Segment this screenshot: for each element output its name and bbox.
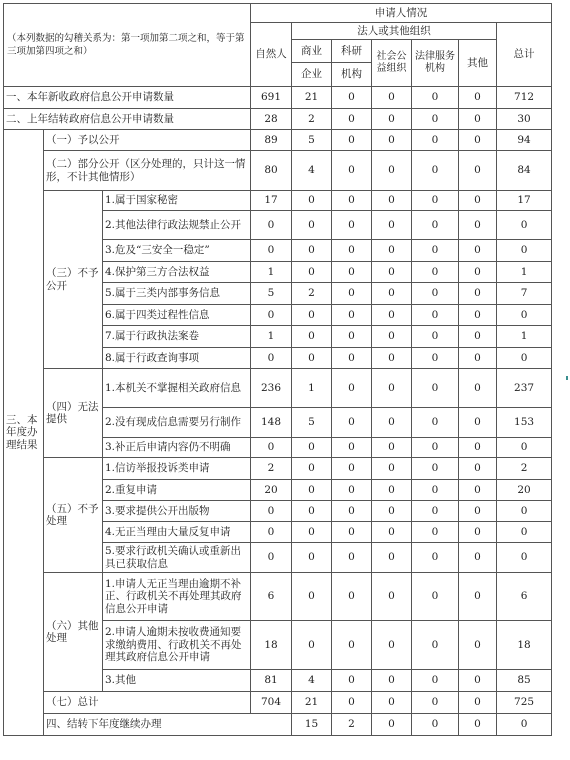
row-label: 5.要求行政机关确认或重新出具已获取信息 [103, 543, 251, 573]
cell: 0 [459, 621, 497, 670]
cell: 0 [372, 543, 412, 573]
row-label: 4.无正当理由大量反复申请 [103, 522, 251, 543]
cell: 0 [332, 109, 372, 130]
table-row [4, 369, 552, 408]
cell: 21 [292, 692, 332, 714]
cell: 80 [251, 151, 292, 191]
cell: 89 [251, 130, 292, 151]
cell: 0 [332, 151, 372, 191]
cell: 0 [251, 348, 292, 369]
cell: 0 [292, 621, 332, 670]
cell: 0 [412, 522, 459, 543]
cell: 0 [459, 438, 497, 458]
cell: 0 [412, 240, 459, 262]
cell: 0 [459, 369, 497, 408]
col-natural: 自然人 [251, 23, 292, 87]
cell: 0 [412, 211, 459, 240]
cell: 0 [459, 573, 497, 621]
col-total: 总计 [497, 23, 552, 87]
cell: 20 [251, 480, 292, 501]
group6-label: （六）其他处理 [44, 573, 103, 692]
table-row [4, 151, 552, 191]
cell: 18 [251, 621, 292, 670]
cell: 0 [332, 348, 372, 369]
cell: 691 [251, 87, 292, 109]
table-row [4, 714, 552, 736]
section3-label: 三、本年度办理结果 [4, 130, 44, 736]
cell: 0 [332, 326, 372, 348]
cell: 0 [292, 573, 332, 621]
table-row [4, 130, 552, 151]
table-note: （本列数据的勾稽关系为：第一项加第二项之和，等于第三项加第四项之和） [4, 4, 251, 87]
cell: 15 [292, 714, 332, 736]
cell: 0 [251, 438, 292, 458]
cell: 1 [292, 369, 332, 408]
cell: 0 [459, 211, 497, 240]
cell: 17 [497, 191, 552, 211]
col-social: 社会公益组织 [372, 40, 412, 87]
cell: 0 [332, 408, 372, 438]
cell: 0 [292, 240, 332, 262]
cell: 21 [292, 87, 332, 109]
cell: 18 [497, 621, 552, 670]
cell: 0 [412, 714, 459, 736]
cell: 0 [251, 501, 292, 522]
cell: 0 [332, 501, 372, 522]
cell: 0 [292, 191, 332, 211]
row-label: 2.申请人逾期未按收费通知要求缴纳费用、行政机关不再处理其政府信息公开申请 [103, 621, 251, 670]
cell: 0 [412, 348, 459, 369]
cell: 0 [332, 543, 372, 573]
col-business-bottom: 企业 [292, 63, 332, 87]
cell: 153 [497, 408, 552, 438]
cell: 0 [292, 326, 332, 348]
row-label: 1.属于国家秘密 [103, 191, 251, 211]
cell: 0 [497, 348, 552, 369]
cell: 0 [497, 305, 552, 326]
cell: 0 [412, 326, 459, 348]
row-label: 二、上年结转政府信息公开申请数量 [4, 109, 251, 130]
cell: 0 [372, 151, 412, 191]
cell: 1 [251, 262, 292, 283]
cell: 0 [459, 326, 497, 348]
cell: 1 [497, 326, 552, 348]
cell: 0 [372, 191, 412, 211]
table-row [4, 191, 552, 211]
cell: 0 [372, 573, 412, 621]
col-research-bottom: 机构 [332, 63, 372, 87]
cell: 0 [292, 501, 332, 522]
cell: 0 [412, 305, 459, 326]
cell: 0 [332, 211, 372, 240]
cell: 0 [459, 501, 497, 522]
row-label: 4.保护第三方合法权益 [103, 262, 251, 283]
cell: 0 [372, 522, 412, 543]
cell: 0 [372, 408, 412, 438]
cell: 0 [372, 714, 412, 736]
row-label: （七）总计 [44, 692, 251, 714]
scan-mark [566, 376, 568, 380]
row-label: 2.重复申请 [103, 480, 251, 501]
cell: 0 [292, 211, 332, 240]
cell: 0 [372, 240, 412, 262]
cell: 0 [372, 262, 412, 283]
cell: 0 [459, 109, 497, 130]
cell: 0 [372, 283, 412, 305]
cell: 0 [412, 262, 459, 283]
cell: 0 [459, 480, 497, 501]
cell: 5 [292, 408, 332, 438]
applicant-header: 申请人情况 [251, 4, 552, 23]
cell: 0 [332, 438, 372, 458]
cell: 0 [497, 240, 552, 262]
col-other: 其他 [459, 40, 497, 87]
cell: 0 [497, 501, 552, 522]
cell: 6 [251, 573, 292, 621]
table-row [4, 458, 552, 480]
cell: 4 [292, 670, 332, 692]
cell: 0 [332, 670, 372, 692]
cell: 0 [459, 458, 497, 480]
cell: 0 [459, 543, 497, 573]
cell: 5 [251, 283, 292, 305]
cell: 0 [459, 348, 497, 369]
cell: 0 [332, 522, 372, 543]
cell: 0 [412, 151, 459, 191]
cell: 20 [497, 480, 552, 501]
cell: 0 [292, 305, 332, 326]
cell: 81 [251, 670, 292, 692]
row-label: 2.没有现成信息需要另行制作 [103, 408, 251, 438]
cell: 712 [497, 87, 552, 109]
cell: 7 [497, 283, 552, 305]
table-row [4, 573, 552, 621]
row-label: 3.补正后申请内容仍不明确 [103, 438, 251, 458]
cell: 0 [372, 458, 412, 480]
cell: 0 [332, 262, 372, 283]
cell: 0 [372, 348, 412, 369]
cell: 0 [412, 458, 459, 480]
row-label: 3.其他 [103, 670, 251, 692]
col-legal-service: 法律服务机构 [412, 40, 459, 87]
cell: 2 [497, 458, 552, 480]
col-business-top: 商业 [292, 40, 332, 63]
cell: 0 [332, 621, 372, 670]
cell: 0 [412, 573, 459, 621]
cell: 0 [332, 369, 372, 408]
cell: 17 [251, 191, 292, 211]
cell: 0 [372, 369, 412, 408]
row-label: 1.本机关不掌握相关政府信息 [103, 369, 251, 408]
cell: 0 [332, 458, 372, 480]
cell: 0 [292, 262, 332, 283]
cell: 0 [332, 87, 372, 109]
cell: 0 [459, 191, 497, 211]
cell: 28 [251, 109, 292, 130]
table-row [4, 109, 552, 130]
cell: 0 [412, 191, 459, 211]
cell: 0 [459, 130, 497, 151]
col-research-top: 科研 [332, 40, 372, 63]
cell: 0 [372, 670, 412, 692]
cell: 5 [292, 130, 332, 151]
cell: 0 [292, 480, 332, 501]
row-label: （一）予以公开 [44, 130, 251, 151]
cell: 0 [497, 714, 552, 736]
cell: 2 [292, 109, 332, 130]
cell: 0 [292, 458, 332, 480]
cell: 30 [497, 109, 552, 130]
cell: 0 [372, 305, 412, 326]
row-label: 四、结转下年度继续办理 [44, 714, 292, 736]
cell: 0 [412, 283, 459, 305]
row-label: 一、本年新收政府信息公开申请数量 [4, 87, 251, 109]
cell: 6 [497, 573, 552, 621]
cell: 0 [412, 130, 459, 151]
row-label: 8.属于行政查询事项 [103, 348, 251, 369]
cell: 0 [292, 543, 332, 573]
cell: 237 [497, 369, 552, 408]
cell: 0 [332, 191, 372, 211]
cell: 0 [459, 522, 497, 543]
cell: 0 [412, 501, 459, 522]
cell: 0 [372, 480, 412, 501]
cell: 94 [497, 130, 552, 151]
cell: 2 [292, 283, 332, 305]
row-label: 1.申请人无正当理由逾期不补正、行政机关不再处理其政府信息公开申请 [103, 573, 251, 621]
cell: 85 [497, 670, 552, 692]
cell: 0 [459, 87, 497, 109]
cell: 84 [497, 151, 552, 191]
row-label: 1.信访举报投诉类申请 [103, 458, 251, 480]
cell: 4 [292, 151, 332, 191]
cell: 704 [251, 692, 292, 714]
row-label: 3.要求提供公开出版物 [103, 501, 251, 522]
cell: 0 [251, 522, 292, 543]
cell: 2 [332, 714, 372, 736]
cell: 0 [412, 692, 459, 714]
cell: 0 [332, 130, 372, 151]
cell: 0 [372, 109, 412, 130]
cell: 0 [459, 151, 497, 191]
cell: 0 [332, 305, 372, 326]
cell: 0 [497, 438, 552, 458]
cell: 0 [412, 621, 459, 670]
cell: 0 [372, 621, 412, 670]
cell: 725 [497, 692, 552, 714]
row-label: 7.属于行政执法案卷 [103, 326, 251, 348]
cell: 0 [412, 87, 459, 109]
cell: 1 [251, 326, 292, 348]
cell: 0 [412, 369, 459, 408]
cell: 0 [459, 240, 497, 262]
cell: 236 [251, 369, 292, 408]
cell: 0 [372, 692, 412, 714]
cell: 0 [292, 438, 332, 458]
cell: 2 [251, 458, 292, 480]
row-label: （二）部分公开（区分处理的，只计这一情形，不计其他情形） [44, 151, 251, 191]
group5-label: （五）不予处理 [44, 458, 103, 573]
cell: 0 [412, 543, 459, 573]
cell: 0 [251, 240, 292, 262]
legal-header: 法人或其他组织 [292, 23, 497, 40]
cell: 0 [251, 305, 292, 326]
cell: 0 [459, 692, 497, 714]
cell: 0 [292, 348, 332, 369]
cell: 0 [332, 240, 372, 262]
cell: 0 [372, 501, 412, 522]
cell: 0 [251, 543, 292, 573]
cell: 0 [497, 211, 552, 240]
cell: 0 [459, 283, 497, 305]
cell: 0 [412, 438, 459, 458]
cell: 0 [292, 522, 332, 543]
cell: 0 [412, 480, 459, 501]
cell: 0 [332, 573, 372, 621]
cell: 0 [497, 543, 552, 573]
cell: 0 [372, 130, 412, 151]
row-label: 5.属于三类内部事务信息 [103, 283, 251, 305]
disclosure-stats-table [3, 3, 552, 736]
cell: 0 [332, 480, 372, 501]
row-label: 6.属于四类过程性信息 [103, 305, 251, 326]
group3-label: （三）不予公开 [44, 191, 103, 369]
cell: 0 [459, 408, 497, 438]
cell: 0 [372, 211, 412, 240]
cell: 0 [251, 211, 292, 240]
cell: 0 [332, 283, 372, 305]
cell: 0 [372, 438, 412, 458]
cell: 0 [459, 670, 497, 692]
cell: 1 [497, 262, 552, 283]
cell: 0 [459, 714, 497, 736]
cell: 0 [332, 692, 372, 714]
group4-label: （四）无法提供 [44, 369, 103, 458]
cell: 0 [372, 87, 412, 109]
cell: 0 [459, 262, 497, 283]
cell: 0 [372, 326, 412, 348]
row-label: 2.其他法律行政法规禁止公开 [103, 211, 251, 240]
table-row [4, 87, 552, 109]
row-label: 3.危及“三安全一稳定” [103, 240, 251, 262]
cell: 0 [412, 109, 459, 130]
table-row [4, 692, 552, 714]
cell: 0 [459, 305, 497, 326]
cell: 0 [497, 522, 552, 543]
cell: 0 [412, 408, 459, 438]
cell: 0 [412, 670, 459, 692]
cell: 148 [251, 408, 292, 438]
